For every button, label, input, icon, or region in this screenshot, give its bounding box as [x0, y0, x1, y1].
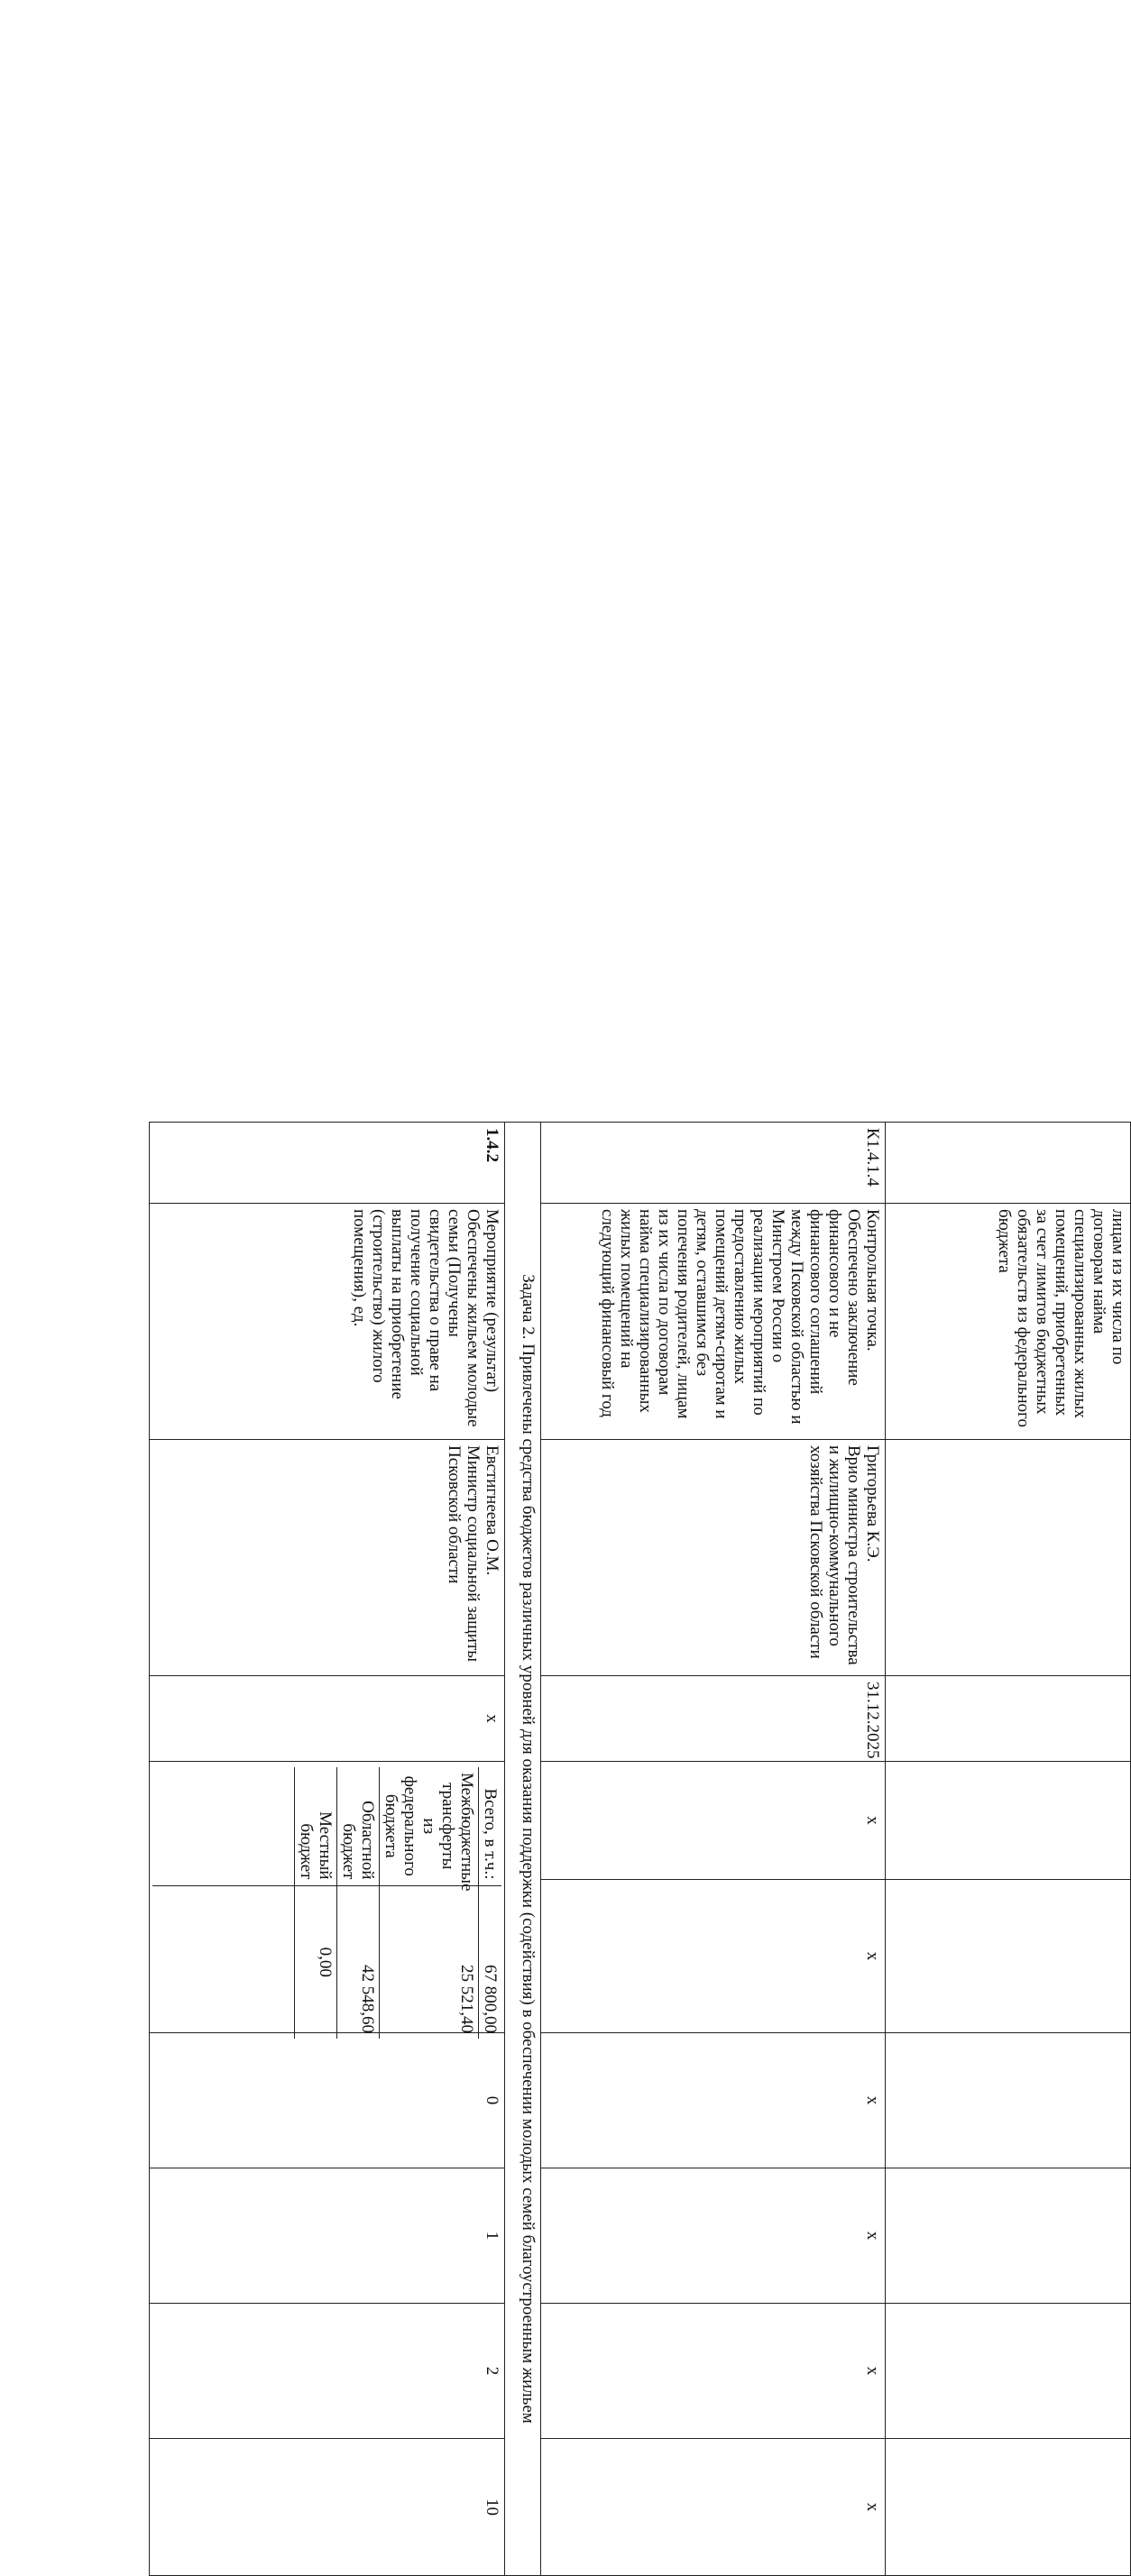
- task-heading: Задача 2. Привлечены средства бюджетов различных уровней для оказания поддержки (содействия) в обеспечении молодых семей благоустроенным жильем: [505, 1123, 541, 2576]
- cell-number: К1.4.1.4: [541, 1123, 886, 1204]
- cell-value-2: x: [541, 2168, 886, 2304]
- cell-value-4: 10: [150, 2439, 505, 2576]
- funding-amount: 25 521,40: [380, 1885, 479, 2039]
- funding-label-empty: [152, 1767, 295, 1885]
- cell-source: x: [541, 1762, 886, 1880]
- rotated-table-container: [150, 1122, 1131, 2575]
- cell-name: Мероприятие (результат) Обеспечены жильем молодые семьи (Получены свидетельства о праве на получение социальной выплаты на приобретение (строительство) жилого помещения), ед.: [150, 1204, 505, 1440]
- cell-source: [886, 1762, 1131, 1880]
- funding-label: Областной бюджет: [337, 1767, 380, 1885]
- cell-value-3: [886, 2304, 1131, 2439]
- cell-value-4: [886, 2439, 1131, 2576]
- funding-amount-empty: [152, 1885, 295, 2039]
- funding-row-local: [295, 1767, 337, 2039]
- funding-row-federal: [380, 1767, 479, 2039]
- cell-number: [886, 1123, 1131, 1204]
- funding-amount: 42 548,60: [337, 1885, 380, 2039]
- table-row-task-heading: [505, 1123, 541, 2576]
- cell-amount: [886, 1880, 1131, 2033]
- cell-value-2: [886, 2168, 1131, 2304]
- cell-value-1: x: [541, 2033, 886, 2168]
- table-row-continuation: [886, 1123, 1131, 2576]
- cell-responsible: Евстигнеева О.М. Министр социальной защиты Псковской области: [150, 1440, 505, 1676]
- table-row-142: [150, 1123, 505, 2576]
- funding-sources-table: [152, 1767, 501, 2039]
- funding-sources-cell: [150, 1762, 505, 2033]
- table-row-k1414: [541, 1123, 886, 2576]
- budget-table: [149, 1122, 1131, 2576]
- funding-amount: 67 800,00: [479, 1885, 502, 2039]
- cell-number: 1.4.2: [150, 1123, 505, 1204]
- funding-amount: 0,00: [295, 1885, 337, 2039]
- cell-name: лицам из их числа по договорам найма специализированных жилых помещений, приобретенных за счет лимитов бюджетных обязательств из федерального бюджета: [886, 1204, 1131, 1440]
- cell-amount: x: [541, 1880, 886, 2033]
- funding-label: Всего, в т.ч.:: [479, 1767, 502, 1885]
- cell-date: 31.12.2025: [541, 1676, 886, 1762]
- funding-label: Межбюджетные трансферты из федерального бюджета: [380, 1767, 479, 1885]
- cell-date: [886, 1676, 1131, 1762]
- cell-value-1: [886, 2033, 1131, 2168]
- funding-label: Местный бюджет: [295, 1767, 337, 1885]
- funding-row-regional: [337, 1767, 380, 2039]
- cell-responsible: [886, 1440, 1131, 1676]
- cell-value-2: 1: [150, 2168, 505, 2304]
- cell-name: Контрольная точка. Обеспечено заключение финансового и не финансового соглашений между Псковской областью и Минстроем России о реализации мероприятий по предоставлению жилых помещений детям-сиротам и детям, оставшимся без попечения родителей, лицам из их числа по договорам найма специализированных жилых помещений на следующий финансовый год: [541, 1204, 886, 1440]
- cell-value-3: 2: [150, 2304, 505, 2439]
- cell-value-4: x: [541, 2439, 886, 2576]
- cell-value-1: 0: [150, 2033, 505, 2168]
- cell-value-3: x: [541, 2304, 886, 2439]
- cell-date: x: [150, 1676, 505, 1762]
- cell-responsible: Григорьева К.Э. Врио министра строительства и жилищно-коммунального хозяйства Псковской области: [541, 1440, 886, 1676]
- funding-row-total: [479, 1767, 502, 2039]
- funding-row-empty: [152, 1767, 295, 2039]
